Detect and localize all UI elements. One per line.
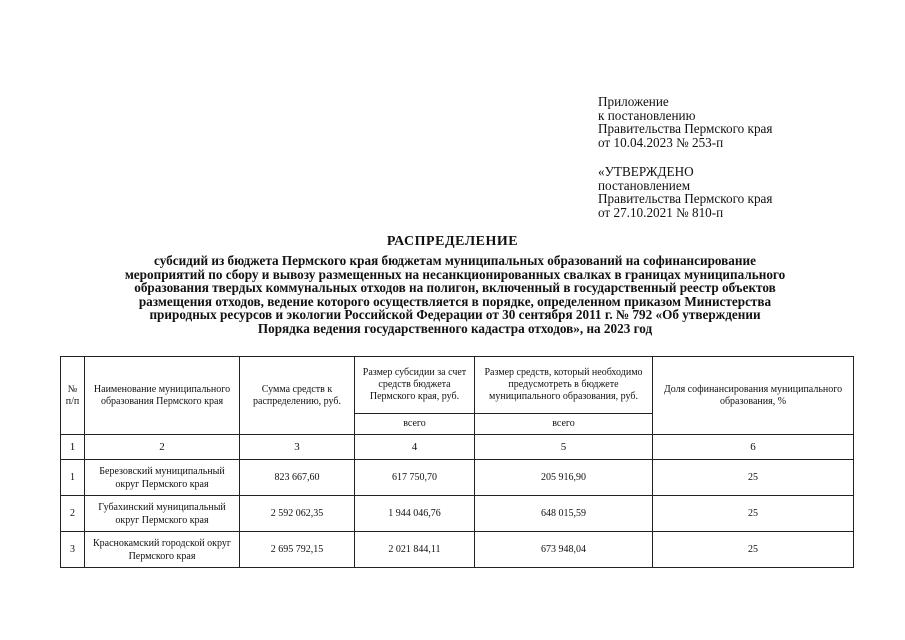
- cell-share: 25: [653, 460, 854, 496]
- cell-sum: 2 695 792,15: [240, 532, 355, 568]
- cell-municipal: 648 015,59: [475, 496, 653, 532]
- approved-block: [598, 165, 772, 219]
- table-header-row: [61, 357, 854, 414]
- appendix-block: [598, 95, 772, 149]
- distribution-table: [60, 356, 854, 568]
- column-number-cell: 3: [240, 435, 355, 460]
- header-cell-number: № п/п: [61, 357, 85, 435]
- cell-sum: 2 592 062,35: [240, 496, 355, 532]
- approved-line: «УТВЕРЖДЕНО: [598, 164, 694, 179]
- cell-subsidy: 2 021 844,11: [355, 532, 475, 568]
- table-row: [61, 532, 854, 568]
- subtitle-line: образования твердых коммунальных отходов на полигон, включенный в государственный реестр объектов: [134, 280, 776, 296]
- subheader-cell-total: всего: [355, 414, 475, 435]
- cell-municipal: 205 916,90: [475, 460, 653, 496]
- column-number-cell: 6: [653, 435, 854, 460]
- approved-line: Правительства Пермского края: [598, 191, 773, 207]
- header-cell-subsidy: Размер субсидии за счет средств бюджета Пермского края, руб.: [355, 357, 475, 414]
- column-number-cell: 5: [475, 435, 653, 460]
- table-row: [61, 496, 854, 532]
- appendix-line: Правительства Пермского края: [598, 121, 773, 137]
- subheader-cell-total: всего: [475, 414, 653, 435]
- cell-subsidy: 617 750,70: [355, 460, 475, 496]
- appendix-line: от 10.04.2023 № 253-п: [598, 134, 724, 150]
- approved-line: постановлением: [598, 177, 691, 193]
- header-cell-name: Наименование муниципального образования Пермского края: [85, 357, 240, 435]
- table-row: [61, 460, 854, 496]
- cell-number: 2: [61, 496, 85, 532]
- cell-share: 25: [653, 532, 854, 568]
- cell-name: Губахинский муниципальный округ Пермского края: [85, 496, 240, 532]
- column-number-cell: 2: [85, 435, 240, 460]
- cell-number: 1: [61, 460, 85, 496]
- cell-share: 25: [653, 496, 854, 532]
- header-cell-sum: Сумма средств к распределению, руб.: [240, 357, 355, 435]
- subtitle-line: Порядка ведения государственного кадастра отходов», на 2023 год: [257, 320, 653, 336]
- column-number-row: [61, 435, 854, 460]
- header-cell-municipal: Размер средств, который необходимо предусмотреть в бюджете муниципального образования, руб.: [475, 357, 653, 414]
- cell-sum: 823 667,60: [240, 460, 355, 496]
- appendix-line: Приложение: [598, 94, 669, 109]
- subtitle-line: субсидий из бюджета Пермского края бюджетам муниципальных образований на софинансирование: [154, 253, 756, 268]
- cell-number: 3: [61, 532, 85, 568]
- header-cell-share: Доля софинансирования муниципального образования, %: [653, 357, 854, 435]
- subtitle-line: размещения отходов, ведение которого осуществляется в порядке, определенном приказом Министерства: [138, 293, 772, 309]
- cell-subsidy: 1 944 046,76: [355, 496, 475, 532]
- subtitle-line: мероприятий по сбору и вывозу размещенных на несанкционированных свалках в границах муниципального: [124, 266, 786, 282]
- column-number-cell: 4: [355, 435, 475, 460]
- appendix-line: к постановлению: [598, 107, 696, 123]
- document-subtitle: [60, 254, 850, 336]
- cell-municipal: 673 948,04: [475, 532, 653, 568]
- cell-name: Березовский муниципальный округ Пермского края: [85, 460, 240, 496]
- document-title: РАСПРЕДЕЛЕНИЕ: [386, 234, 519, 249]
- subtitle-line: природных ресурсов и экологии Российской Федерации от 30 сентября 2011 г. № 792 «Об утверждении: [149, 307, 761, 323]
- cell-name: Краснокамский городской округ Пермского края: [85, 532, 240, 568]
- column-number-cell: 1: [61, 435, 85, 460]
- approved-line: от 27.10.2021 № 810-п: [598, 204, 724, 220]
